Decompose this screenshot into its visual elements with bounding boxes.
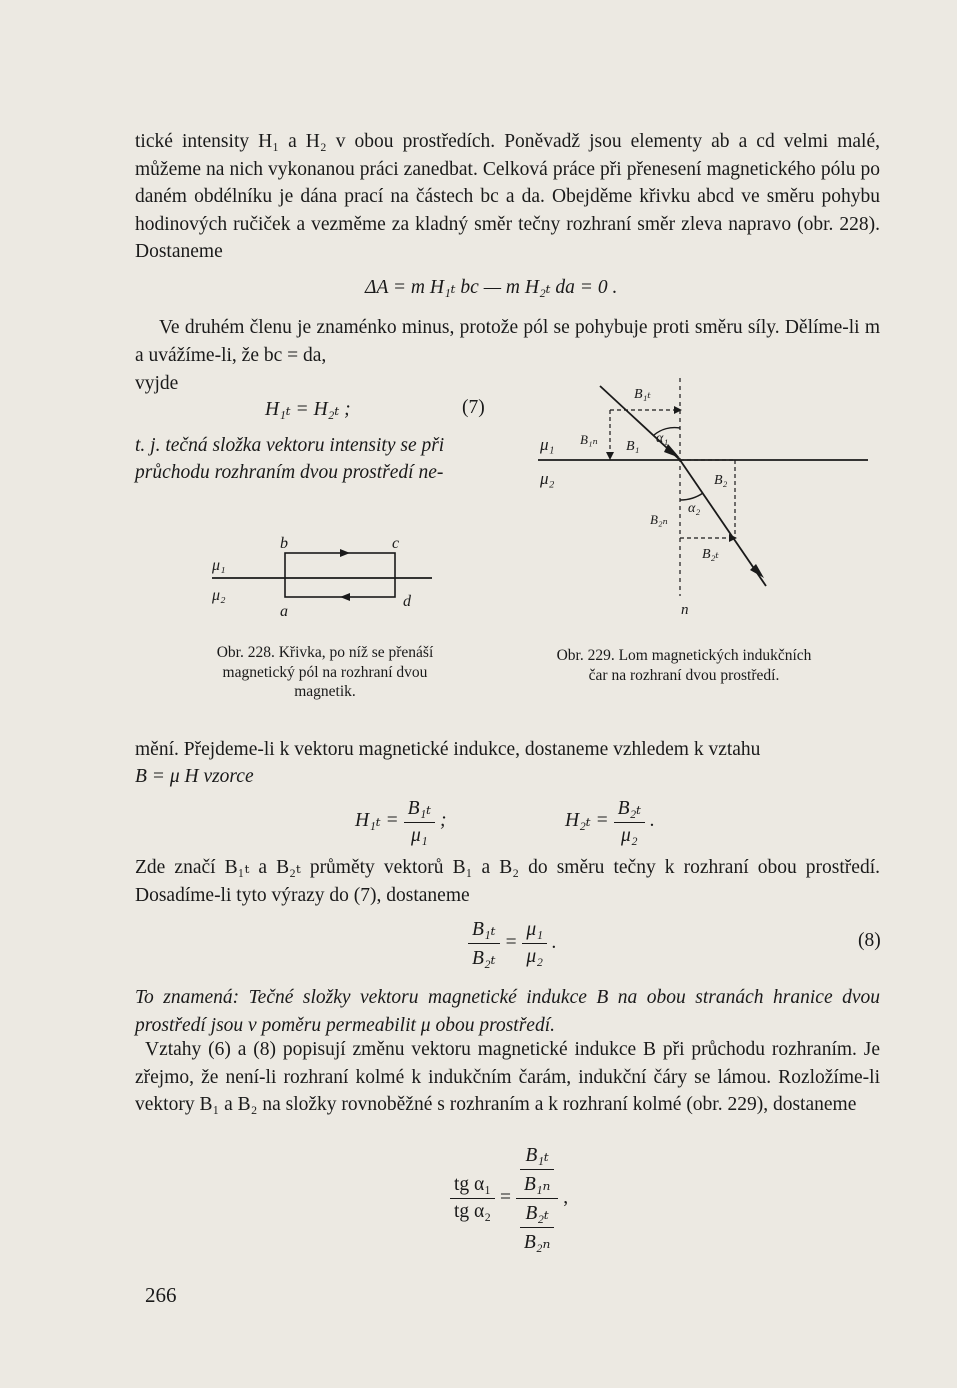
eq-h1t-sep: ;: [439, 809, 447, 831]
fig229-label-B2t: B₂ₜ: [702, 547, 719, 562]
eq8-equals: =: [504, 931, 518, 953]
page-number: 266: [145, 1283, 177, 1307]
eq-tg-d2: B₂ₙ: [523, 1232, 551, 1253]
fig229-label-B1: B₁: [626, 439, 640, 454]
eq-h2t-end: .: [649, 809, 655, 831]
fig229-B1t-arrow: [674, 406, 682, 414]
equation-7: H₁ₜ = H₂ₜ ;: [265, 399, 351, 420]
eq-h1t-fraction: [404, 796, 436, 847]
equation-7-number: (7): [462, 397, 485, 418]
eq-tg-d1: B₁ₙ: [523, 1174, 551, 1195]
figure-229: [530, 378, 880, 618]
fig228-label-c: c: [392, 535, 400, 552]
equation-tg: [450, 1143, 568, 1254]
eq-h2t-num: B₂ₜ: [614, 796, 646, 823]
eq8-den1: B₂ₜ: [472, 948, 496, 969]
fig228-label-b: b: [280, 535, 288, 552]
eq-h1t-lhs: H₁ₜ =: [355, 809, 399, 831]
eq-tg-equals: =: [499, 1186, 511, 1208]
eq-tg-fraction-right: [516, 1143, 559, 1254]
paragraph-3: Zde značí B₁ₜ a B₂ₜ průměty vektorů B₁ a B₂ do směru tečny k rozhraní obou prostředí. Dosadíme-li tyto výrazy do (7), dostaneme: [135, 857, 880, 906]
eq8-end: .: [551, 931, 557, 953]
fig229-alpha2-arc: [680, 493, 703, 500]
fig229-label-B1t: B₁ₜ: [634, 387, 651, 402]
fig229-label-alpha1: α₁: [656, 431, 669, 446]
eq-h1t-den: μ₁: [411, 825, 428, 846]
paragraph-4: To znamená: Tečné složky vektoru magnetické indukce B na obou stranách hranice dvou prostředí jsou v poměru permeabilit μ obou prostředí.: [135, 987, 880, 1036]
eq8-den2: μ₂: [526, 946, 543, 967]
eq-tg-n2: B₂ₜ: [520, 1201, 555, 1228]
figure-228: [200, 530, 450, 630]
eq-tg-lower-frac: [520, 1201, 555, 1254]
fig229-label-n: n: [681, 602, 689, 618]
eq-tg-upper-frac: [520, 1143, 555, 1196]
equation-h2t: [565, 796, 655, 847]
equation-work: ΔA = m H₁ₜ bc — m H₂ₜ da = 0 .: [365, 277, 618, 298]
fig229-B1-arrow: [664, 444, 680, 458]
fig229-label-B2n: B₂ₙ: [650, 512, 668, 527]
paragraph-5: Vztahy (6) a (8) popisují změnu vektoru magnetické indukce B při průchodu rozhraním. Je zřejmo, že není-li rozhraní kolmé k indukčním čarám, indukční čáry se lámou. Rozložíme-li vektory B₁ a B₂ na složky rovnoběžné s rozhraním a k rozhraní kolmé (obr. 229), dostaneme: [135, 1039, 880, 1115]
fig229-mu1: μ₁: [540, 435, 555, 454]
fig228-mu1: μ₁: [212, 557, 226, 574]
paragraph-bmh: B = μ H vzorce: [135, 766, 254, 787]
eq-tg-end: ,: [563, 1186, 569, 1208]
eq8-fraction-B: [468, 917, 500, 970]
figure-228-caption: Obr. 228. Křivka, po níž se přenáší magnetický pól na rozhraní dvou magnetik.: [216, 644, 434, 700]
fig228-label-d: d: [403, 593, 411, 610]
paragraph-meni: mění. Přejdeme-li k vektoru magnetické indukce, dostaneme vzhledem k vztahu: [135, 739, 761, 760]
eq-tg-tg2: tg α₂: [454, 1201, 492, 1222]
figure-229-caption: Obr. 229. Lom magnetických indukčních čar na rozhraní dvou prostředí.: [556, 647, 812, 684]
fig228-arrow-top: [340, 549, 350, 557]
tangent-statement-line-2: průchodu rozhraním dvou prostředí ne-: [135, 462, 444, 483]
vyjde-text: vyjde: [135, 373, 179, 394]
eq8-fraction-mu: [522, 919, 547, 968]
fig229-label-B2: B₂: [714, 473, 728, 488]
eq8-num1: B₁ₜ: [468, 917, 500, 944]
eq-tg-lower: [516, 1199, 559, 1254]
eq-h2t-fraction: [614, 796, 646, 847]
eq8-num2: μ₁: [522, 919, 547, 944]
fig228-arrow-bottom: [340, 593, 350, 601]
eq-h1t-num: B₁ₜ: [404, 796, 436, 823]
fig228-rectangle: [285, 553, 395, 597]
fig228-label-a: a: [280, 603, 288, 620]
fig228-mu2: μ₂: [212, 587, 226, 604]
eq-tg-upper: [516, 1143, 559, 1199]
paragraph-1: tické intensity H₁ a H₂ v obou prostředích. Poněvadž jsou elementy ab a cd velmi malé, můžeme na nich vykonanou práci zanedbat. Celková práce při přenesení magnetického pólu po daném obdélníku je dána prací na částech bc a da. Obejděme křivku abcd ve směru pohybu hodinových ručiček a vezměme za kladný směr tečny rozhraní směr zleva napravo (obr. 228). Dostaneme: [135, 131, 880, 262]
eq-tg-n1: B₁ₜ: [520, 1143, 555, 1170]
eq-tg-fraction-left: [450, 1174, 495, 1223]
fig229-label-alpha2: α₂: [688, 501, 701, 516]
equation-h1t: [355, 796, 446, 847]
eq-tg-tg1: tg α₁: [450, 1174, 495, 1199]
tangent-statement-line-1: t. j. tečná složka vektoru intensity se při: [135, 435, 445, 456]
eq-h2t-lhs: H₂ₜ =: [565, 809, 609, 831]
equation-8: [468, 917, 557, 970]
equation-8-number: (8): [858, 930, 881, 951]
eq-h2t-den: μ₂: [621, 825, 638, 846]
paragraph-2: Ve druhém členu je znaménko minus, protože pól se pohybuje proti směru síly. Dělíme-li m a uvážíme-li, že bc = da,: [135, 317, 880, 366]
fig229-B1n-arrow: [606, 452, 614, 460]
fig229-label-B1n: B₁ₙ: [580, 432, 598, 447]
fig229-mu2: μ₂: [540, 469, 555, 488]
